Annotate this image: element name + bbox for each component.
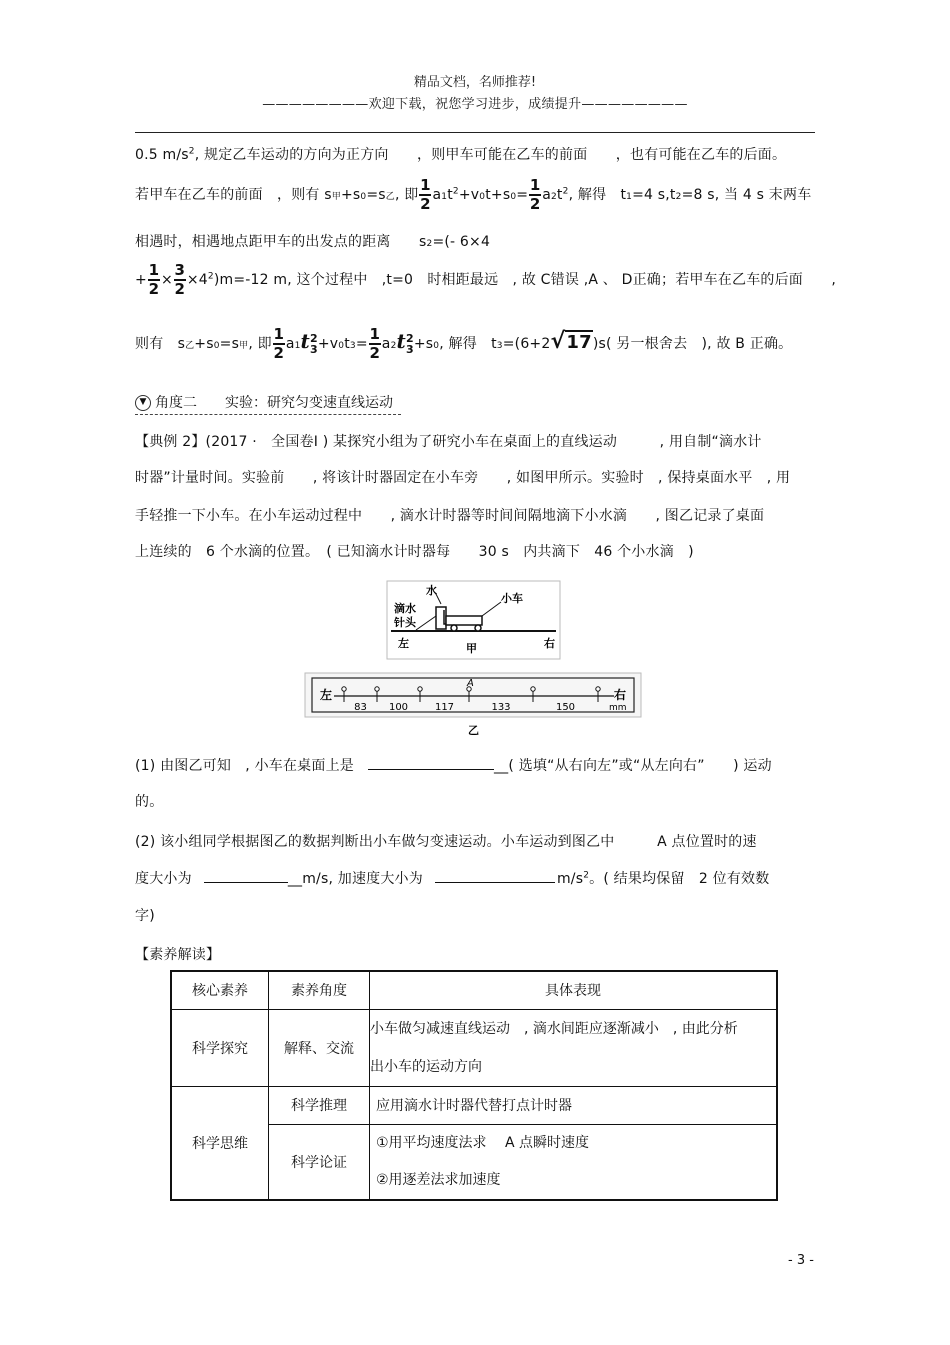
text: )s( 另一根舍去 ), 故 B 正确。 — [592, 336, 793, 352]
text: 度大小为 — [135, 871, 192, 887]
t3-squared: 2 3 — [405, 332, 414, 356]
fraction-half: $\frac{1}{2}$ — [369, 325, 381, 362]
solution-line-5 — [135, 327, 792, 361]
table-header: 素养角度 — [269, 971, 370, 1009]
label-left: 左 — [398, 637, 409, 650]
subscript: 乙 — [185, 341, 195, 351]
text: __m/s, 加速度大小为 — [287, 871, 423, 887]
cell-text: ②用逐差法求加速度 — [376, 1171, 501, 1188]
gap-label: 83 — [354, 702, 367, 713]
subscript: 0 — [213, 341, 220, 351]
text: =4 s,t — [632, 187, 676, 203]
text: +s — [413, 336, 434, 352]
literacy-title: 【素养解读】 — [135, 947, 221, 963]
page-number: - 3 - — [788, 1253, 814, 1268]
text: , 即 — [248, 336, 272, 352]
water-drop — [531, 687, 535, 691]
text: +v — [317, 336, 339, 352]
t3-squared: 2 3 — [310, 332, 318, 356]
t-variable: t — [396, 329, 406, 353]
subscript: 甲 — [239, 341, 249, 351]
gap-label: 150 — [555, 702, 576, 713]
fraction-half: $\frac{1}{2}$ — [148, 261, 160, 298]
header-rule — [135, 132, 815, 133]
table-header-row — [171, 971, 777, 1009]
table-cell: 科学思维 — [171, 1086, 269, 1200]
text: __( 选填“从右向左”或“从左向右” ) 运动 — [493, 758, 772, 774]
label-right: 右 — [544, 637, 555, 650]
gap-label: 100 — [388, 702, 409, 713]
text: + — [135, 272, 147, 288]
label-figure-b: 乙 — [468, 724, 479, 737]
text: =(6+2 — [502, 336, 551, 352]
sqrt-sign: √ — [550, 329, 566, 354]
cell-text: 小车做匀减速直线运动 , 滴水间距应逐渐减小 , 由此分析 — [370, 1020, 738, 1037]
problem-line-3: 手轻推一下小车。在小车运动过程中 , 滴水计时器等时间间隔地滴下小水滴 , 图乙记录了桌面 — [135, 508, 765, 524]
table-header: 核心素养 — [171, 971, 269, 1009]
subscript: 0 — [479, 192, 486, 202]
text: = — [516, 187, 529, 203]
solution-line-1 — [135, 144, 786, 164]
text: =s — [219, 336, 240, 352]
text: 相遇时，相遇地点距甲车的出发点的距离 s — [135, 234, 427, 250]
answer-blank-direction[interactable] — [368, 769, 494, 770]
table-cell: 科学探究 — [171, 1009, 269, 1086]
subscript: 2 — [426, 239, 433, 249]
text: × — [160, 272, 173, 288]
subscript: 0 — [338, 341, 345, 351]
text: t+s — [485, 187, 511, 203]
label-car: 小车 — [501, 592, 523, 605]
subscript: 乙 — [385, 192, 395, 202]
problem-line-2: 时器”计量时间。实验前 , 将该计时器固定在小车旁 , 如图甲所示。实验时 , 保持桌面水平 , 用 — [135, 470, 791, 486]
table-cell — [370, 1124, 778, 1200]
table-cell: 科学论证 — [269, 1124, 370, 1200]
text: +v — [458, 187, 480, 203]
table-row — [171, 1086, 777, 1124]
cell-text: ①用平均速度法求 A 点瞬时速度 — [376, 1134, 590, 1151]
text: , 即 — [394, 187, 419, 203]
subscript: 2 — [675, 192, 682, 202]
subscript: 1 — [441, 192, 448, 202]
question-2-line-1: (2) 该小组同学根据图乙的数据判断出小车做匀变速运动。小车运动到图乙中 A 点位置时的速 — [135, 834, 757, 850]
subscript: 1 — [294, 341, 301, 351]
text: , 解得 t — [568, 187, 627, 203]
chevron-down-icon: ▼ — [135, 395, 151, 411]
subscript: 3 — [496, 341, 503, 351]
subscript: 2 — [550, 192, 557, 202]
superscript: 2 — [188, 146, 195, 157]
fraction-three-halves: $\frac{3}{2}$ — [174, 261, 186, 298]
figure-a — [386, 580, 561, 660]
gap-label: 133 — [491, 702, 511, 713]
text: +s — [340, 187, 361, 203]
text: m/s — [556, 871, 584, 887]
text: t — [556, 187, 563, 203]
water-drop — [596, 687, 600, 691]
label-unit: mm — [609, 703, 627, 713]
solution-line-4 — [135, 263, 836, 297]
wheel — [451, 625, 457, 631]
text: )m=-12 m, 这个过程中 ,t=0 时相距最远 , 故 C错误 ,A 、 D正确；若甲车在乙车的后面 , — [213, 272, 837, 288]
subscript: 0 — [433, 341, 440, 351]
problem-line-1: 【典例 2】(2017 · 全国卷Ⅰ ) 某探究小组为了研究小车在桌面上的直线运动 , 用自制“滴水计 — [135, 434, 762, 450]
fraction-half: $\frac{1}{2}$ — [420, 176, 431, 213]
water-drop — [418, 687, 422, 691]
solution-line-3 — [135, 231, 490, 251]
subscript: 0 — [360, 192, 367, 202]
text: 。( 结果均保留 2 位有效数 — [589, 871, 770, 887]
table-cell: 科学推理 — [269, 1086, 370, 1124]
subscript: 2 — [390, 341, 397, 351]
text: =s — [366, 187, 386, 203]
header-subtitle: ————————欢迎下载，祝您学习进步，成绩提升———————— — [262, 97, 688, 112]
text: = — [355, 336, 368, 352]
answer-blank-acceleration[interactable] — [435, 882, 555, 883]
text: 若甲车在乙车的前面 ，则有 s — [135, 187, 332, 203]
t-variable: t — [300, 329, 310, 353]
text: 则有 s — [135, 336, 186, 352]
question-1-line-2: 的。 — [135, 794, 164, 810]
text: a — [432, 187, 442, 203]
question-2-line-3: 字) — [135, 908, 155, 924]
wheel — [475, 625, 481, 631]
subscript: 1 — [626, 192, 633, 202]
table-row — [171, 1009, 777, 1086]
fraction-half: $\frac{1}{2}$ — [273, 325, 285, 362]
text: +s — [194, 336, 214, 352]
section-title: 角度二 实验：研究匀变速直线运动 — [155, 395, 393, 411]
text: t — [344, 336, 350, 352]
text: 0.5 m/s — [135, 147, 189, 163]
label-point-a: A — [467, 678, 474, 689]
subscript: 甲 — [331, 192, 341, 202]
section-heading — [135, 392, 401, 415]
subscript: 3 — [349, 341, 356, 351]
label-nozzle: 针头 — [394, 616, 416, 629]
water-drop — [342, 687, 346, 691]
text: ×4 — [186, 272, 208, 288]
sqrt-radicand: 17 — [566, 332, 592, 353]
superscript: 2 — [562, 186, 569, 197]
table-cell: 应用滴水计时器代替打点计时器 — [370, 1086, 778, 1124]
text: =8 s, 当 4 s 末两车 — [681, 187, 812, 203]
gap-label: 117 — [434, 702, 455, 713]
label-left: 左 — [320, 688, 333, 702]
literacy-table — [170, 970, 778, 1201]
superscript: 2 — [207, 271, 214, 282]
label-figure-a: 甲 — [466, 642, 477, 655]
cell-text: 出小车的运动方向 — [370, 1058, 482, 1075]
label-water: 水 — [426, 584, 437, 597]
text: a — [381, 336, 391, 352]
table-cell — [370, 1009, 778, 1086]
figure-b — [304, 672, 642, 744]
superscript: 2 — [452, 186, 459, 197]
text: a — [542, 187, 551, 203]
text: =(- 6×4 — [432, 234, 491, 250]
subscript: 0 — [510, 192, 517, 202]
table-cell: 解释、交流 — [269, 1009, 370, 1086]
problem-line-4: 上连续的 6 个水滴的位置。 ( 已知滴水计时器每 30 s 内共滴下 46 个小水滴 ) — [135, 544, 694, 560]
table-header: 具体表现 — [370, 971, 778, 1009]
text: , 解得 t — [439, 336, 497, 352]
answer-blank-velocity[interactable] — [204, 882, 288, 883]
text: a — [285, 336, 295, 352]
question-2-line-2 — [135, 868, 769, 888]
header-title: 精品文档，名师推荐! — [413, 75, 537, 90]
text: , 规定乙车运动的方向为正方向 ，则甲车可能在乙车的前面 ，也有可能在乙车的后面。 — [194, 147, 787, 163]
superscript: 2 — [583, 870, 590, 881]
text: t — [447, 187, 453, 203]
label-nozzle: 滴水 — [394, 602, 416, 615]
question-1-line-1 — [135, 755, 772, 775]
label-right: 右 — [614, 688, 627, 702]
solution-line-2 — [135, 178, 811, 212]
fraction-half: $\frac{1}{2}$ — [529, 176, 541, 213]
text: (1) 由图乙可知 , 小车在桌面上是 — [135, 758, 354, 774]
water-drop — [375, 687, 379, 691]
